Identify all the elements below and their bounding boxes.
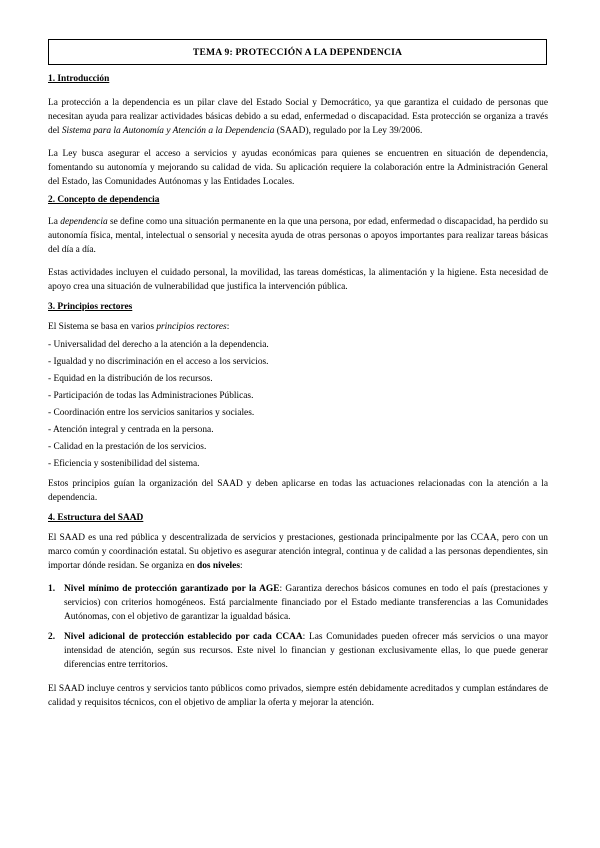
section-1-heading: 1. Introducción xyxy=(48,74,110,84)
section-3-heading: 3. Principios rectores xyxy=(48,302,133,312)
section-2-paragraph-1: La dependencia se define como una situación permanente en la que una persona, por edad, enfermedad o discapacidad, ha perdido su autonomía física, mental, intelectual o sensorial y necesita ayuda de otras personas o apoyos importantes para realizar tareas básicas del día a día. xyxy=(48,217,549,255)
section-4-heading: 4. Estructura del SAAD xyxy=(48,513,144,523)
page-title-text: TEMA 9: PROTECCIÓN A LA DEPENDENCIA xyxy=(192,46,403,58)
list-item: - Eficiencia y sostenibilidad del sistema. xyxy=(48,459,200,469)
list-item: - Calidad en la prestación de los servicios. xyxy=(48,442,207,452)
list-item: - Equidad en la distribución de los recursos. xyxy=(48,374,213,384)
list-item: - Universalidad del derecho a la atención a la dependencia. xyxy=(48,340,269,350)
list-item: - Igualdad y no discriminación en el acceso a los servicios. xyxy=(48,357,269,367)
document-body xyxy=(48,72,548,710)
section-2-paragraph-2: Estas actividades incluyen el cuidado personal, la movilidad, las tareas domésticas, la alimentación y la higiene. Esta necesidad de apoyo crea una situación de vulnerabilidad que justifica la intervención pública. xyxy=(48,268,548,292)
section-3-intro: El Sistema se basa en varios principios rectores: xyxy=(48,322,230,332)
section-4-paragraph-1: El SAAD es una red pública y descentralizada de servicios y prestaciones, gestionada principalmente por las CCAA, pero con un marco común y coordinación estatal. Su objetivo es asegurar atención integral, continua y de calidad a las personas dependientes, sin importar dónde residan. Se organiza en dos niveles: xyxy=(48,533,548,571)
section-2-heading: 2. Concepto de dependencia xyxy=(48,195,160,205)
level-item-2: 2. Nivel adicional de protección establecido por cada CCAA: Las Comunidades pueden ofrecer más servicios o una mayor intensidad de atención, según sus recursos. Este nivel lo financian y gestionan exclusivamente ellas, lo que puede generar diferencias entre territorios. xyxy=(48,632,548,670)
page-title xyxy=(48,39,547,65)
section-1-paragraph-2: La Ley busca asegurar el acceso a servicios y ayudas económicas para quienes se encuentren en situación de dependencia, fomentando su autonomía y mejorando su calidad de vida. Su aplicación requiere la colaboración entre la Administración General del Estado, las Comunidades Autónomas y las Entidades Locales. xyxy=(48,149,548,187)
list-item: - Coordinación entre los servicios sanitarios y sociales. xyxy=(48,408,255,418)
section-3-closing-paragraph: Estos principios guían la organización del SAAD y deben aplicarse en todas las actuaciones relacionadas con la atención a la dependencia. xyxy=(48,479,548,503)
section-1-paragraph-1: La protección a la dependencia es un pilar clave del Estado Social y Democrático, ya que garantiza el cuidado de personas que necesitan ayuda para realizar actividades básicas debido a su edad, enfermedad o discapacidad. Esta protección se organiza a través del Sistema para la Autonomía y Atención a la Dependencia (SAAD), regulado por la Ley 39/2006. xyxy=(48,98,548,136)
list-item: - Atención integral y centrada en la persona. xyxy=(48,425,214,435)
level-item-1: 1. Nivel mínimo de protección garantizado por la AGE: Garantiza derechos básicos comunes en todo el país (prestaciones y servicios) con criterios homogéneos. Está parcialmente financiado por el Estado mediante transferencias a las Comunidades Autónomas, con el objetivo de garantizar la igualdad básica. xyxy=(48,584,548,622)
list-item: - Participación de todas las Administraciones Públicas. xyxy=(48,391,254,401)
section-4-paragraph-2: El SAAD incluye centros y servicios tanto públicos como privados, siempre estén debidamente acreditados y cumplan estándares de calidad y requisitos técnicos, con el objetivo de ampliar la oferta y mejorar la atención. xyxy=(48,684,548,708)
